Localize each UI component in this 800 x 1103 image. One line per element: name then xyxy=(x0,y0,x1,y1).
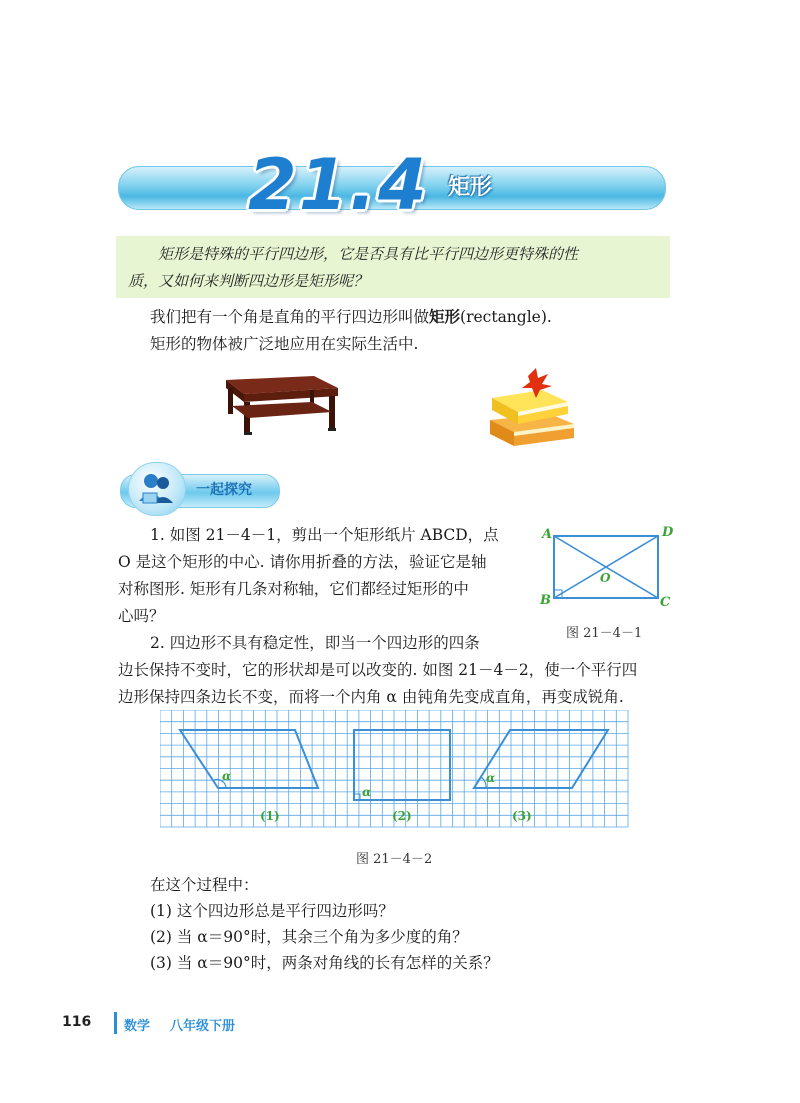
fig2-label-1: (1) xyxy=(260,809,280,823)
figure-parallelograms xyxy=(160,710,630,830)
figure-2-caption: 图 21－4－2 xyxy=(356,852,433,867)
q1-line-1: 1. 如图 21－4－1，剪出一个矩形纸片 ABCD，点 xyxy=(150,526,499,544)
section-number: 21.4 xyxy=(248,144,429,226)
figure-rectangle xyxy=(536,522,676,608)
explore-icon xyxy=(128,462,186,516)
intro-line-1: 矩形是特殊的平行四边形，它是否具有比平行四边形更特殊的性 xyxy=(158,245,579,263)
alpha-label-1: α xyxy=(222,769,232,783)
q2-line-2: 边长保持不变时，它的形状却是可以改变的. 如图 21－4－2，使一个平行四 xyxy=(118,661,638,679)
label-a: A xyxy=(542,527,553,542)
q1-line-2: O 是这个矩形的中心. 请你用折叠的方法，验证它是轴 xyxy=(118,553,487,571)
figure-1-caption: 图 21－4－1 xyxy=(566,626,643,641)
q1-line-4: 心吗？ xyxy=(118,607,165,625)
alpha-label-2: α xyxy=(362,785,372,799)
footer-grade: 八年级下册 xyxy=(170,1019,236,1034)
fig2-label-2: (2) xyxy=(392,809,412,823)
label-o: O xyxy=(600,571,611,585)
q1-line-3: 对称图形. 矩形有几条对称轴，它们都经过矩形的中 xyxy=(118,580,469,598)
q2-line-1: 2. 四边形不具有稳定性，即当一个四边形的四条 xyxy=(150,634,480,652)
label-d: D xyxy=(662,525,674,540)
definition-line-1 xyxy=(150,304,552,330)
definition-english: (rectangle). xyxy=(460,308,552,326)
footer-divider xyxy=(114,1012,117,1034)
definition-line-2: 矩形的物体被广泛地应用在实际生活中. xyxy=(150,335,419,353)
q2-line-3: 边形保持四条边长不变，而将一个内角 α 由钝角先变成直角，再变成锐角. xyxy=(118,688,624,706)
label-c: C xyxy=(660,595,671,608)
table-image xyxy=(214,372,340,438)
definition-text: 我们把有一个角是直角的平行四边形叫做 xyxy=(150,308,430,326)
footer-subject: 数学 xyxy=(124,1019,151,1034)
explore-label: 一起探究 xyxy=(196,482,252,498)
parallelogram-obtuse xyxy=(180,730,318,788)
process-item-3: (3) 当 α＝90°时，两条对角线的长有怎样的关系？ xyxy=(150,954,499,972)
intro-line-2: 质，又如何来判断四边形是矩形呢？ xyxy=(128,272,369,290)
intro-box xyxy=(116,236,670,298)
process-item-1: (1) 这个四边形总是平行四边形吗？ xyxy=(150,902,394,920)
fig2-label-3: (3) xyxy=(512,809,532,823)
page-number: 116 xyxy=(62,1014,92,1030)
label-b: B xyxy=(540,593,551,608)
process-intro: 在这个过程中： xyxy=(150,876,259,894)
definition-term: 矩形 xyxy=(429,308,461,326)
alpha-label-3: α xyxy=(486,771,496,785)
section-title: 矩形 xyxy=(448,175,493,200)
process-item-2: (2) 当 α＝90°时，其余三个角为多少度的角？ xyxy=(150,928,468,946)
books-image xyxy=(484,366,580,450)
